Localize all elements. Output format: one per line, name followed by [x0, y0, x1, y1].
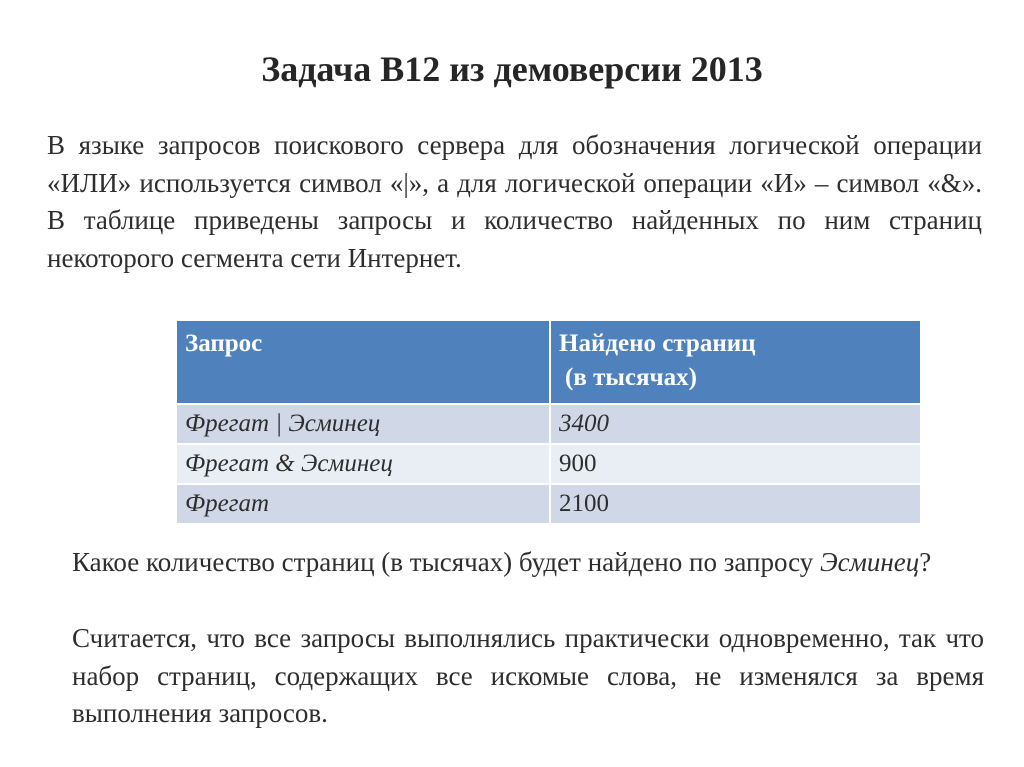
query-cell: Фрегат & Эсминец	[176, 444, 550, 484]
pages-cell: 3400	[550, 404, 921, 444]
pages-cell: 2100	[550, 484, 921, 524]
header-query: Запрос	[176, 320, 550, 404]
header-pages	[550, 320, 921, 404]
question-paragraph: Какое количество страниц (в тысячах) будет найдено по запросу Эсминец?	[72, 547, 932, 577]
table-row	[176, 404, 921, 444]
query-cell: Фрегат	[176, 484, 550, 524]
slide-title: Задача В12 из демоверсии 2013	[261, 49, 763, 89]
pages-cell: 900	[550, 444, 921, 484]
note-paragraph: Считается, что все запросы выполнялись практически одновременно, так что набор страниц, содержащих все искомые слова, не изменялся за время выполнения запросов.	[72, 623, 984, 728]
question-term: Эсминец	[820, 547, 920, 577]
table-header-row	[176, 320, 921, 404]
table-row	[176, 444, 921, 484]
header-pages-line1: Найдено страниц	[559, 330, 756, 357]
table-row	[176, 484, 921, 524]
queries-table	[175, 319, 922, 525]
header-pages-line2: (в тысячах)	[565, 364, 697, 391]
intro-paragraph: В языке запросов поискового сервера для обозначения логической операции «ИЛИ» используется символ «|», а для логической операции «И» – символ «&». В таблице приведены запросы и количество найденных по ним страниц некоторого сегмента сети Интернет.	[47, 130, 982, 273]
query-cell: Фрегат | Эсминец	[176, 404, 550, 444]
